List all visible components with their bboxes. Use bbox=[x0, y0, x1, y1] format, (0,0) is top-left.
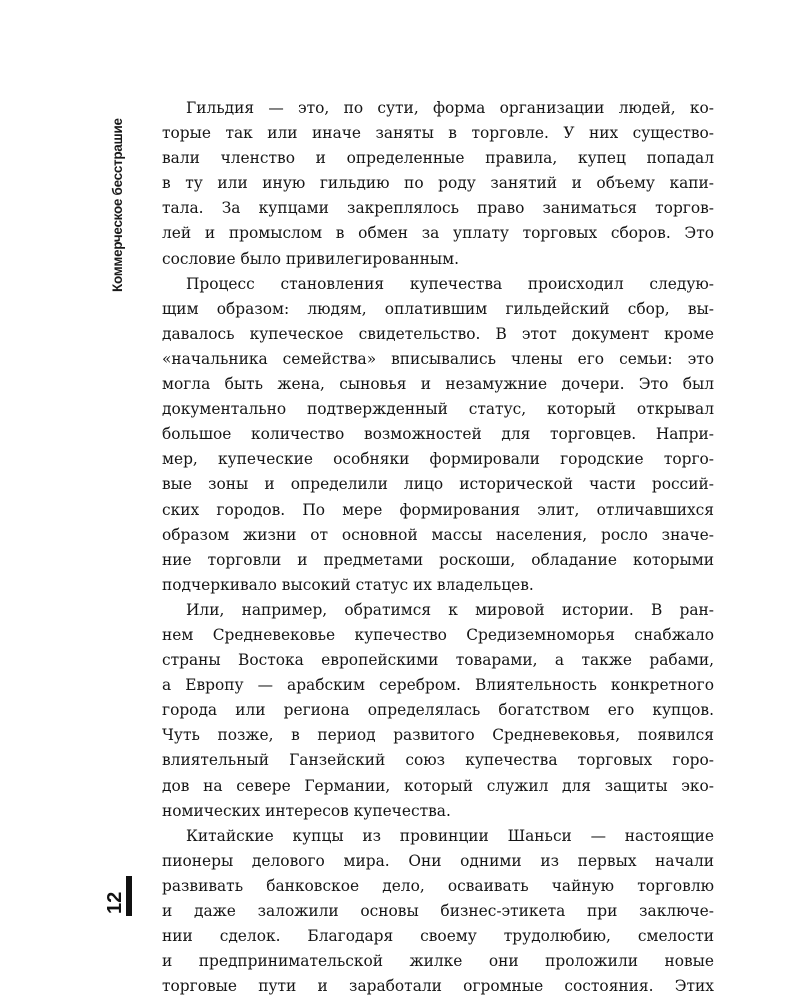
text-line: Гильдия — это, по сути, форма организации людей, ко- bbox=[186, 99, 714, 117]
text-line: и предпринимательской жилке они проложили новые bbox=[162, 952, 714, 971]
text-line: дов на севере Германии, который служил для защиты эко- bbox=[162, 776, 714, 795]
text-line: вые зоны и определили лицо исторической части россий- bbox=[162, 475, 714, 494]
text-line: торые так или иначе заняты в торговле. У них существо- bbox=[162, 124, 714, 143]
page-number-bar bbox=[126, 876, 132, 916]
text-line: страны Востока европейскими товарами, а также рабами, bbox=[162, 651, 714, 670]
running-head-text: Коммерческое бесстрашие bbox=[110, 118, 125, 292]
text-line: большое количество возможностей для торговцев. Напри- bbox=[162, 425, 714, 444]
text-line: и даже заложили основы бизнес-этикета при заключе- bbox=[162, 902, 714, 920]
text-line: развивать банковское дело, осваивать чайную торговлю bbox=[162, 876, 714, 895]
text-line: сословие было привилегированным. bbox=[162, 249, 460, 268]
text-line: номических интересов купечества. bbox=[162, 801, 451, 820]
text-line: нии сделок. Благодаря своему трудолюбию, смелости bbox=[162, 927, 714, 946]
text-line: давалось купеческое свидетельство. В этот документ кроме bbox=[162, 324, 714, 343]
text-line: образом жизни от основной массы населения, росло значе- bbox=[162, 525, 714, 544]
text-line: а Европу — арабским серебром. Влиятельность конкретного bbox=[162, 676, 714, 695]
text-line: в ту или иную гильдию по роду занятий и объему капи- bbox=[162, 174, 714, 193]
text-line: вали членство и определенные правила, купец попадал bbox=[162, 149, 714, 168]
text-line: подчеркивало высокий статус их владельцев. bbox=[162, 575, 534, 594]
text-line: пионеры делового мира. Они одними из первых начали bbox=[162, 851, 714, 870]
text-line: ских городов. По мере формирования элит, отличавшихся bbox=[162, 500, 714, 519]
text-line: щим образом: людям, оплатившим гильдейский сбор, вы- bbox=[162, 299, 714, 318]
text-line: тала. За купцами закреплялось право заниматься торгов- bbox=[162, 199, 714, 218]
text-line: «начальника семейства» вписывались члены его семьи: это bbox=[162, 349, 714, 368]
text-line: города или региона определялась богатством его купцов. bbox=[162, 701, 714, 720]
text-line: ние торговли и предметами роскоши, обладание которыми bbox=[162, 550, 714, 569]
text-line: документально подтвержденный статус, который открывал bbox=[162, 400, 714, 419]
text-line: нем Средневековье купечество Средиземноморья снабжало bbox=[162, 625, 714, 644]
page-number: 12 bbox=[104, 891, 126, 914]
body-text bbox=[162, 96, 714, 999]
text-line: Китайские купцы из провинции Шаньси — настоящие bbox=[186, 826, 714, 845]
running-head bbox=[108, 104, 128, 294]
text-line: Чуть позже, в период развитого Средневековья, появился bbox=[162, 726, 714, 745]
text-line: Или, например, обратимся к мировой истории. В ран- bbox=[186, 600, 714, 619]
text-line: могла быть жена, сыновья и незамужние дочери. Это был bbox=[162, 375, 714, 394]
text-line: Процесс становления купечества происходил следую- bbox=[186, 274, 714, 293]
text-line: влиятельный Ганзейский союз купечества торговых горо- bbox=[162, 751, 714, 770]
text-line: лей и промыслом в обмен за уплату торговых сборов. Это bbox=[162, 224, 714, 243]
text-line: торговые пути и заработали огромные состояния. Этих bbox=[162, 977, 714, 996]
text-line: мер, купеческие особняки формировали городские торго- bbox=[162, 450, 714, 469]
page-number-block bbox=[104, 876, 134, 916]
